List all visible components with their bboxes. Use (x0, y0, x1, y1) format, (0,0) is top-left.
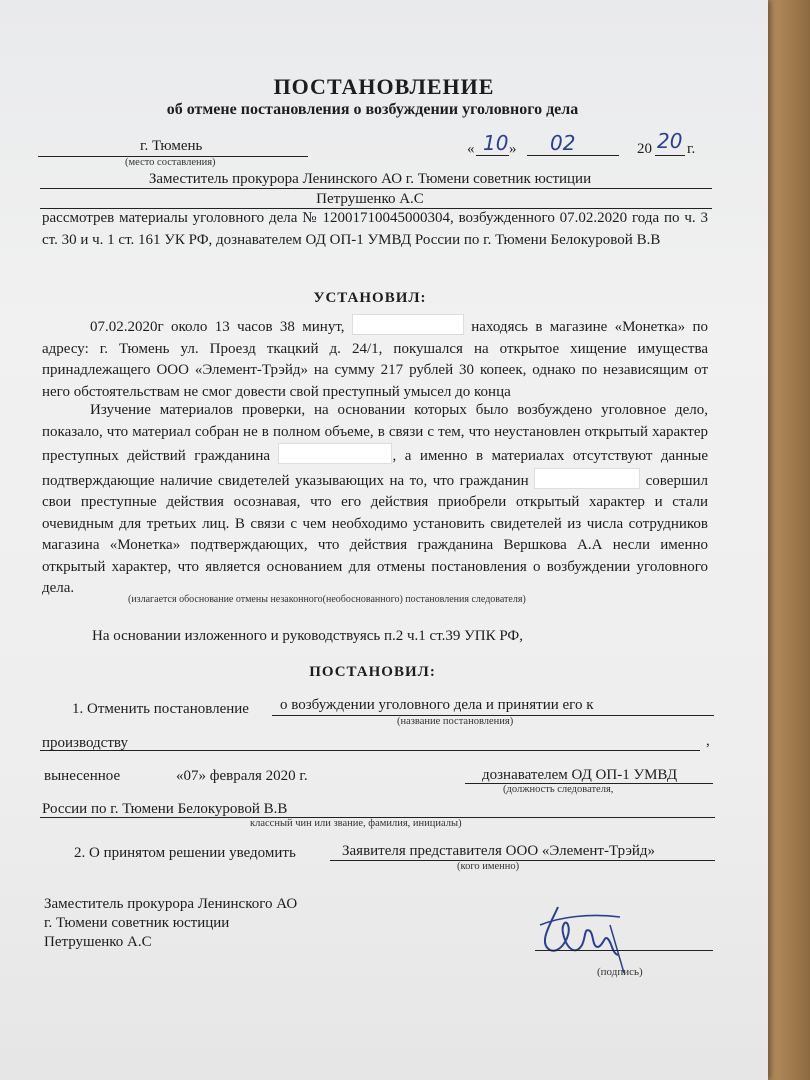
signature-caption: (подпись) (597, 966, 643, 978)
paragraph-2 (42, 400, 708, 600)
date-month: 02 (550, 131, 576, 155)
document-title: ПОСТАНОВЛЕНИЕ (273, 74, 495, 99)
issued-label: вынесенное (44, 768, 121, 784)
year-underline (655, 155, 685, 156)
day-underline (476, 155, 509, 156)
official-line1: Заместитель прокурора Ленинского АО г. Тюмени советник юстиции (148, 171, 592, 187)
date-day: 10 (483, 131, 509, 155)
paragraph-1 (42, 314, 708, 403)
signature-icon (520, 895, 640, 975)
quote-close: » (509, 141, 517, 157)
official-underline1 (40, 188, 712, 189)
item2-value: Заявителя представителя ООО «Элемент-Трэйд» (342, 843, 656, 859)
redacted-name (534, 468, 640, 489)
redacted-name (352, 314, 464, 335)
signer-line1: Заместитель прокурора Ленинского АО (44, 896, 298, 912)
signature-underline (535, 950, 713, 951)
whom-caption: (кого именно) (457, 861, 520, 872)
p1-rest: находясь в магазине «Монетка» по адресу: г. Тюмень ул. Проезд ткацкий д. 24/1, покушался на открытое хищение имущества принадлежащего ООО «Элемент-Трэйд» на сумму 217 рублей 30 копеек, однако по независящим от него обстоятельствам не смог довести свой преступный умысел до конца (42, 319, 708, 400)
position-caption: (должность следователя, (503, 784, 614, 795)
issued-by: дознавателем ОД ОП-1 УМВД (482, 767, 678, 783)
date-year-suffix: 20 (657, 129, 683, 153)
comma: , (706, 733, 710, 749)
redacted-name (278, 443, 392, 464)
established-heading: УСТАНОВИЛ: (313, 290, 427, 306)
city: г. Тюмень (140, 138, 203, 154)
document-subtitle: об отмене постановления о возбуждении уголовного дела (166, 101, 579, 118)
p1-start: 07.02.2020г около 13 часов 38 минут, (90, 319, 345, 335)
rank-caption: классный чин или звание, фамилия, инициалы) (250, 818, 462, 829)
place-caption: (место составления) (125, 157, 216, 168)
issued-by-continuation: России по г. Тюмени Белокуровой В.В (42, 801, 288, 817)
date-year-prefix: 20 (637, 141, 652, 157)
signer-line3: Петрушенко А.С (44, 934, 152, 950)
quote-open: « (467, 141, 475, 157)
official-line2: Петрушенко А.С (316, 191, 424, 207)
item2-label: 2. О принятом решении уведомить (74, 845, 296, 861)
item1-value: о возбуждении уголовного дела и принятии его к (280, 697, 594, 713)
p2-rest: совершил свои преступные действия осознавая, что его действия приобрели открытый характер и стали очевидным для третьих лиц. В связи с чем необходимо установить свидетелей из числа сотрудников магазина «Монетка» подтверждающих, что действия гражданина Вершкова А.А несли именно открытый характер, что является основанием для отмены постановления о возбуждении уголовного дела. (42, 472, 709, 596)
p2-start: Изучение материалов проверки, на основании которых было возбуждено уголовное дело, показало, что материал собран не в полном объеме, в связи с тем, что неустановлен открытый характер преступных действий гражданина (42, 402, 708, 464)
signer-line2: г. Тюмени советник юстиции (44, 915, 230, 931)
p2-middle: , а именно в материалах отсутствуют данные подтверждающие наличие свидетелей указывающих на то, что гражданин (42, 448, 708, 489)
decided-heading: ПОСТАНОВИЛ: (309, 664, 436, 680)
item1-underline2 (40, 750, 700, 751)
intro-paragraph: рассмотрев материалы уголовного дела № 12001710045000304, возбужденного 07.02.2020 года по ч. 3 ст. 30 и ч. 1 ст. 161 УК РФ, дознавателем ОД ОП-1 УМВД России по г. Тюмени Белокуровой В.В (42, 210, 708, 248)
item2-underline (330, 860, 715, 861)
date-year-end: г. (687, 141, 696, 157)
item1-continuation: производству (42, 735, 128, 751)
month-underline (527, 155, 619, 156)
justification-caption: (излагается обоснование отмены незаконного(необоснованного) постановления следователя) (128, 594, 526, 605)
issued-date: «07» февраля 2020 г. (176, 768, 308, 784)
basis-text: На основании изложенного и руководствуясь п.2 ч.1 ст.39 УПК РФ, (92, 628, 524, 644)
item1-label: 1. Отменить постановление (72, 701, 249, 717)
item1-caption: (название постановления) (397, 716, 514, 727)
